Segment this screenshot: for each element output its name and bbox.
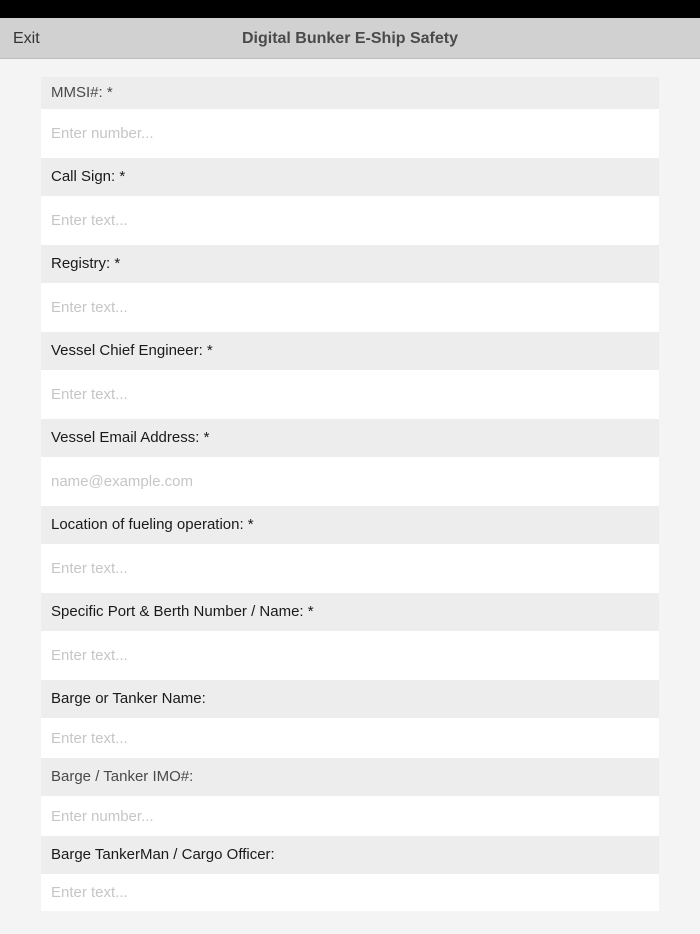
call-sign-field[interactable]	[41, 196, 659, 245]
fueling-location-label: Location of fueling operation: *	[41, 506, 659, 544]
chief-engineer-field[interactable]	[41, 370, 659, 419]
port-berth-field[interactable]	[41, 631, 659, 680]
barge-tanker-imo-field[interactable]	[41, 796, 659, 836]
vessel-info-form	[41, 77, 659, 911]
port-berth-label: Specific Port & Berth Number / Name: *	[41, 593, 659, 631]
cargo-officer-field[interactable]	[41, 874, 659, 911]
mmsi-field[interactable]	[41, 109, 659, 158]
cargo-officer-label: Barge TankerMan / Cargo Officer:	[41, 836, 659, 874]
mmsi-label: MMSI#: *	[41, 77, 659, 109]
navigation-bar	[0, 18, 700, 59]
page-title: Digital Bunker E-Ship Safety	[241, 30, 459, 47]
barge-tanker-imo-label: Barge / Tanker IMO#:	[41, 758, 659, 796]
call-sign-label: Call Sign: *	[41, 158, 659, 196]
exit-button[interactable]: Exit	[13, 30, 40, 47]
status-bar	[0, 0, 700, 18]
chief-engineer-label: Vessel Chief Engineer: *	[41, 332, 659, 370]
registry-label: Registry: *	[41, 245, 659, 283]
fueling-location-field[interactable]	[41, 544, 659, 593]
barge-tanker-name-label: Barge or Tanker Name:	[41, 680, 659, 718]
registry-field[interactable]	[41, 283, 659, 332]
vessel-email-field[interactable]	[41, 457, 659, 506]
vessel-email-label: Vessel Email Address: *	[41, 419, 659, 457]
barge-tanker-name-field[interactable]	[41, 718, 659, 758]
